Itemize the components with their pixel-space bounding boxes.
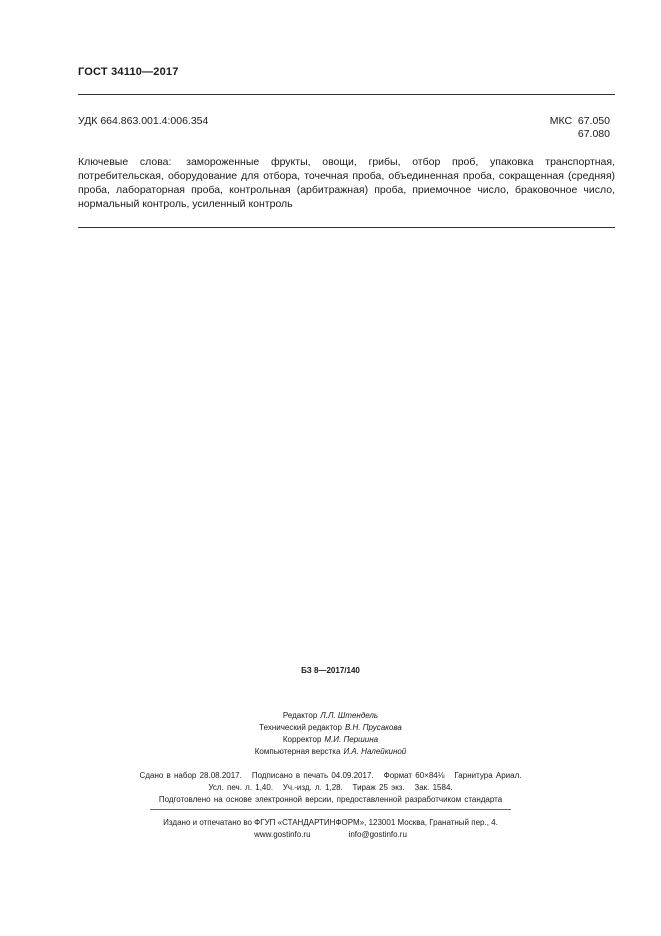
credit-name: М.И. Першина xyxy=(324,735,379,744)
publisher-divider xyxy=(150,809,511,810)
keywords-text: замороженные фрукты, овощи, грибы, отбор проб, упаковка транспортная, потребительская, оборудование для отбора, точечная проба, объединенная проба, сокращенная (средняя) проба, лабораторная проба, контрольная (арбитражная) проба, приемочное число, браковочное число, нормальный контроль, усиленный контроль xyxy=(78,156,615,210)
prepared-note: Подготовлено на основе электронной версии, предоставленной разработчиком стандарта xyxy=(158,795,503,804)
mks-code-2: 67.080 xyxy=(577,128,610,140)
bottom-divider xyxy=(78,227,615,228)
credit-role: Компьютерная верстка xyxy=(254,747,341,756)
credit-tech-editor xyxy=(0,722,661,734)
keywords-paragraph xyxy=(78,155,615,211)
print-copies: Тираж 25 экз. xyxy=(352,783,405,792)
credit-name: В.Н. Прусакова xyxy=(344,723,402,732)
keywords-label: Ключевые слова: xyxy=(78,156,172,168)
mks-line-1 xyxy=(543,115,610,128)
credit-role: Редактор xyxy=(282,711,318,720)
credits-block xyxy=(0,710,661,758)
print-format: Формат 60×84⅛ xyxy=(383,771,445,780)
top-divider xyxy=(78,94,615,95)
print-line-2 xyxy=(0,782,661,794)
publisher-address: Издано и отпечатано во ФГУП «СТАНДАРТИНФОРМ», 123001 Москва, Гранатный пер., 4. xyxy=(163,818,498,827)
credit-editor xyxy=(0,710,661,722)
print-sheets: Усл. печ. л. 1,40. xyxy=(208,783,274,792)
publisher-block xyxy=(0,817,661,841)
mks-label: МКС xyxy=(549,115,573,127)
credit-role: Технический редактор xyxy=(259,723,342,732)
print-pub-sheets: Уч.-изд. л. 1,28. xyxy=(282,783,343,792)
print-details xyxy=(0,770,661,806)
print-signed: Подписано в печать 04.09.2017. xyxy=(251,771,374,780)
print-order: Зак. 1584. xyxy=(414,783,453,792)
credit-name: Л.Л. Штендель xyxy=(320,711,379,720)
print-sent: Сдано в набор 28.08.2017. xyxy=(139,771,242,780)
bz-number: БЗ 8—2017/140 xyxy=(301,666,360,675)
credit-layout xyxy=(0,746,661,758)
udk-code: УДК 664.863.001.4:006.354 xyxy=(78,115,209,127)
publisher-links xyxy=(0,829,661,841)
print-font: Гарнитура Ариал. xyxy=(454,771,522,780)
print-line-1 xyxy=(0,770,661,782)
mks-code-1: 67.050 xyxy=(577,115,610,127)
credit-role: Корректор xyxy=(282,735,322,744)
credit-name: И.А. Налейкиной xyxy=(343,747,407,756)
email-link[interactable]: info@gostinfo.ru xyxy=(348,830,407,839)
credit-proofreader xyxy=(0,734,661,746)
mks-codes xyxy=(543,115,610,141)
website-link[interactable]: www.gostinfo.ru xyxy=(254,830,311,839)
document-code: ГОСТ 34110—2017 xyxy=(78,66,179,78)
